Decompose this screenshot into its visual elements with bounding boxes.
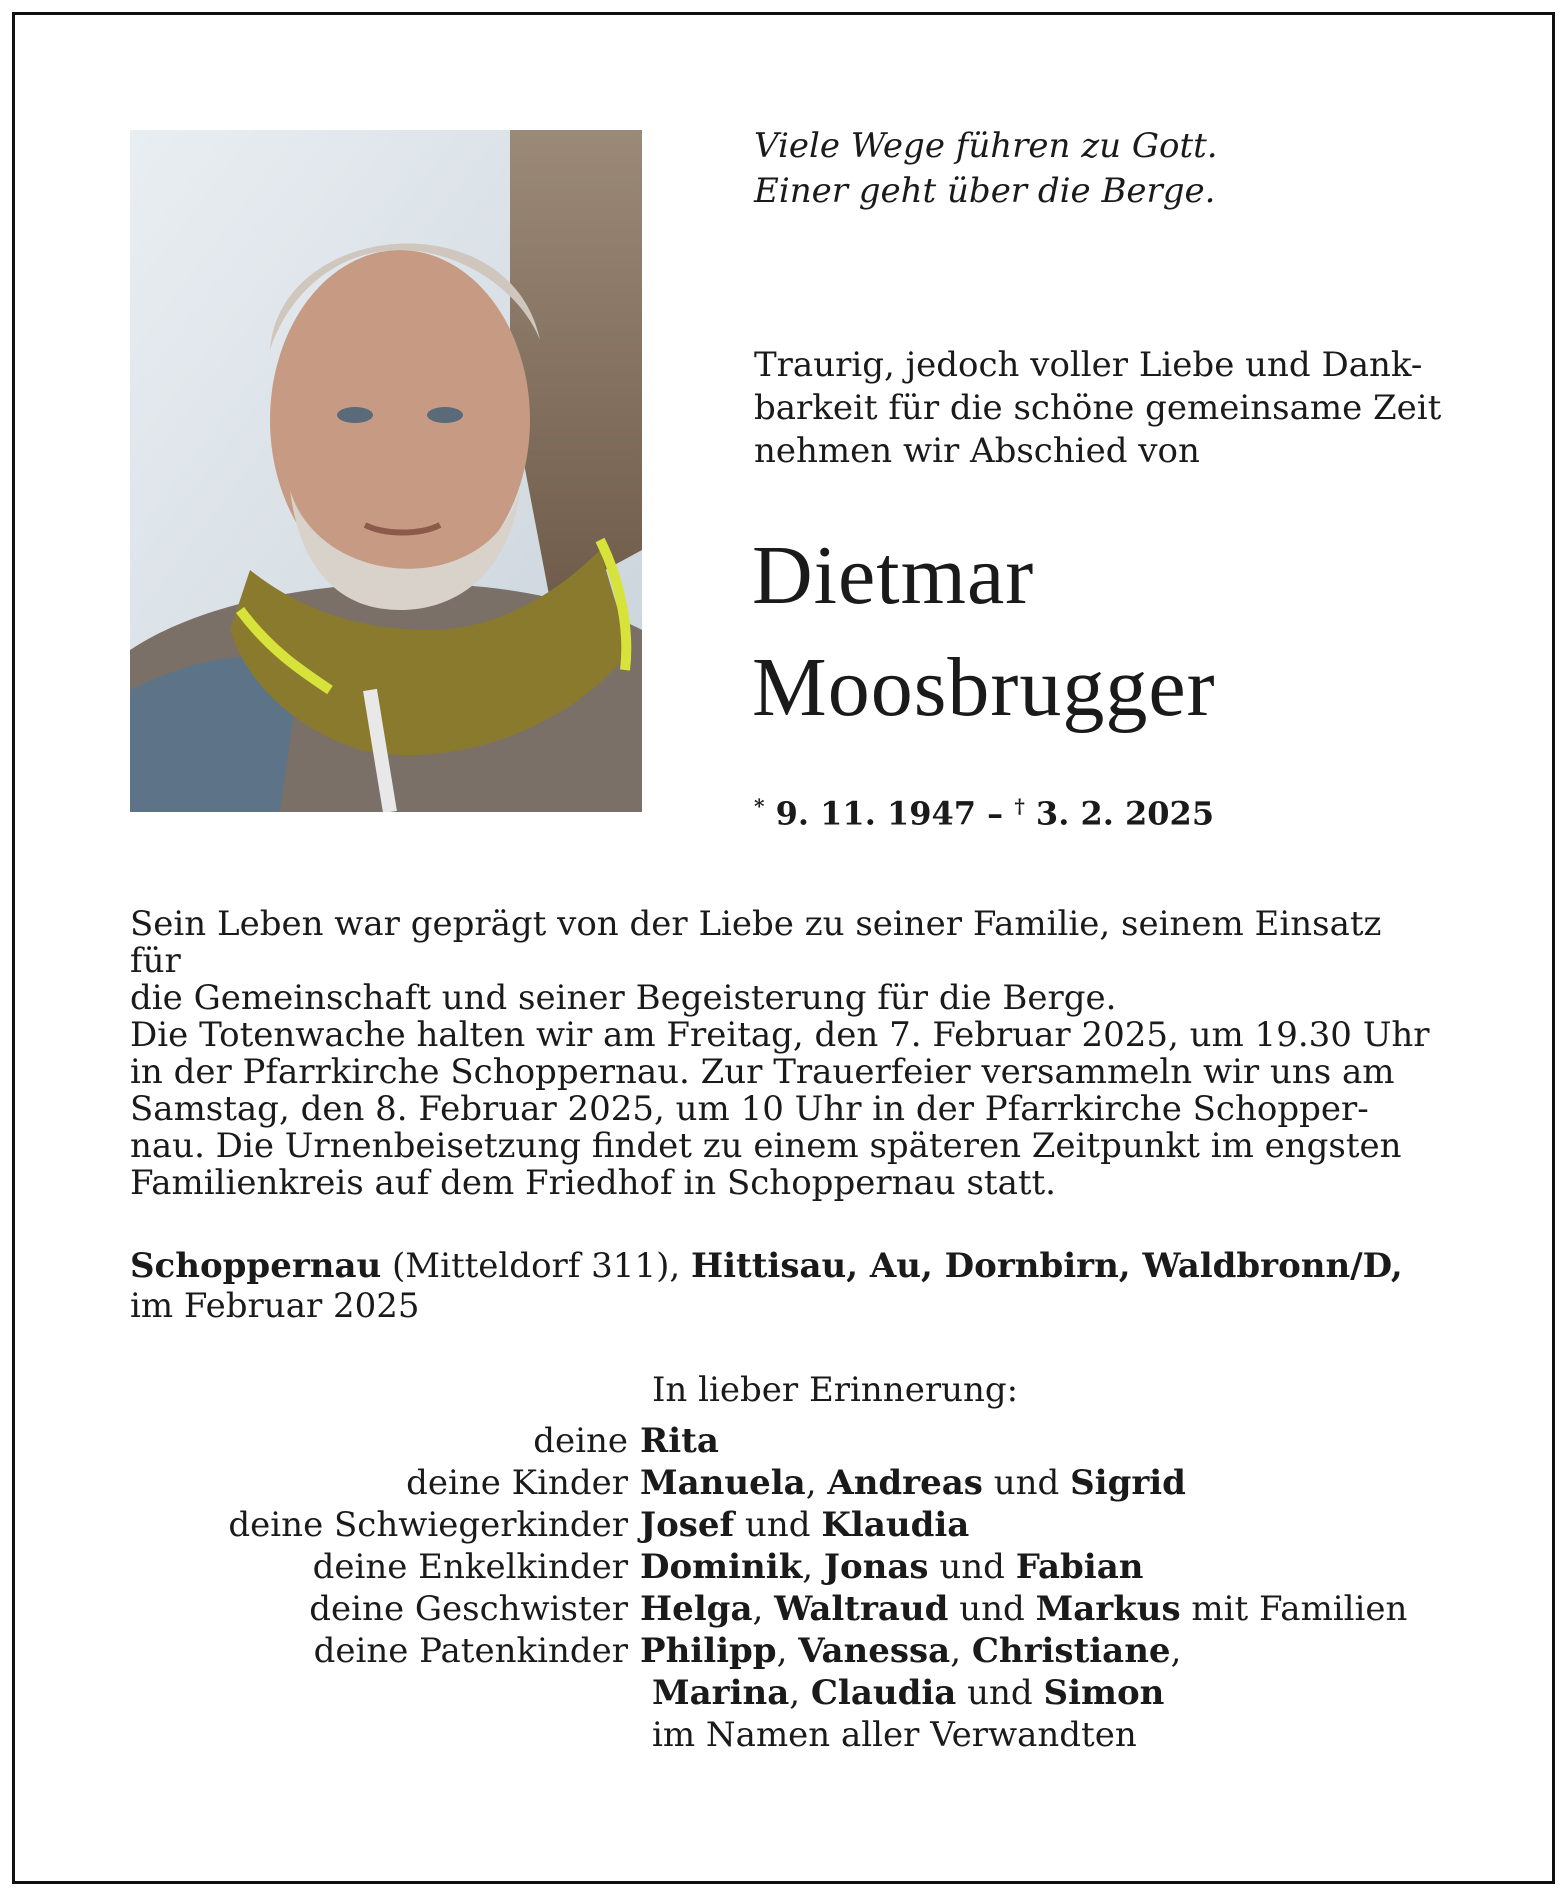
family-row: deine Patenkinder Philipp, Vanessa, Christiane,: [130, 1630, 1450, 1672]
portrait-photo: [130, 130, 642, 812]
family-name: Josef: [640, 1505, 735, 1545]
family-list: [130, 1420, 1450, 1756]
family-name: Vanessa: [798, 1631, 951, 1671]
relation-label: deine Geschwister: [309, 1589, 628, 1629]
obituary-body: [130, 906, 1438, 1202]
family-name: Jonas: [823, 1547, 929, 1587]
family-name: Helga: [640, 1589, 753, 1629]
first-name: Dietmar: [752, 529, 1035, 622]
birth-date: 9. 11. 1947: [775, 794, 977, 833]
main-place: Schoppernau: [130, 1246, 382, 1286]
family-name: Sigrid: [1070, 1463, 1186, 1503]
family-row-continued: Marina, Claudia und Simon: [652, 1673, 1165, 1713]
family-name: Philipp: [640, 1631, 777, 1671]
intro-line: barkeit für die schöne gemeinsame Zeit: [754, 388, 1442, 428]
deceased-name: [752, 520, 1492, 744]
intro-text: [754, 344, 1454, 473]
family-name: Claudia: [810, 1673, 957, 1713]
family-row: deine Schwiegerkinder Josef und Klaudia: [130, 1504, 1450, 1546]
relation-label: deine Schwiegerkinder: [228, 1505, 628, 1545]
family-name: Marina: [652, 1673, 790, 1713]
family-name: Andreas: [827, 1463, 983, 1503]
body-line: Samstag, den 8. Februar 2025, um 10 Uhr in der Pfarrkirche Schopper-: [130, 1089, 1369, 1129]
family-name: Waltraud: [774, 1589, 949, 1629]
life-dates: [754, 786, 1454, 834]
motto-line: Viele Wege führen zu Gott.: [754, 126, 1218, 166]
family-name: Manuela: [640, 1463, 806, 1503]
family-row: deine Kinder Manuela, Andreas und Sigrid: [130, 1462, 1450, 1504]
closing-line: im Namen aller Verwandten: [652, 1715, 1137, 1755]
family-name: Fabian: [1015, 1547, 1144, 1587]
family-name: Simon: [1043, 1673, 1165, 1713]
portrait-image: [130, 130, 642, 812]
memory-heading: In lieber Erinnerung:: [652, 1370, 1019, 1410]
death-date: 3. 2. 2025: [1035, 794, 1215, 833]
family-row: deine Enkelkinder Dominik, Jonas und Fabian: [130, 1546, 1450, 1588]
relation-label: deine Enkelkinder: [312, 1547, 628, 1587]
relation-label: deine Kinder: [406, 1463, 628, 1503]
intro-line: nehmen wir Abschied von: [754, 431, 1200, 471]
family-row: [130, 1420, 1450, 1462]
family-row: deine Geschwister Helga, Waltraud und Markus mit Familien: [130, 1588, 1450, 1630]
body-line: Sein Leben war geprägt von der Liebe zu seiner Familie, seinem Einsatz für: [130, 904, 1382, 981]
body-line: Familienkreis auf dem Friedhof in Schoppernau statt.: [130, 1163, 1056, 1203]
date-dash: –: [987, 794, 1004, 833]
relation-label: deine Patenkinder: [313, 1631, 628, 1671]
birth-symbol: *: [754, 794, 765, 818]
family-name: Rita: [640, 1421, 719, 1461]
date-line: im Februar 2025: [130, 1286, 420, 1326]
body-line: Die Totenwache halten wir am Freitag, den 7. Februar 2025, um 19.30 Uhr: [130, 1015, 1430, 1055]
last-name: Moosbrugger: [752, 641, 1216, 734]
family-name: Markus: [1035, 1589, 1181, 1629]
body-line: in der Pfarrkirche Schoppernau. Zur Trauerfeier versammeln wir uns am: [130, 1052, 1395, 1092]
places-block: [130, 1246, 1438, 1326]
relation-label: deine: [533, 1421, 628, 1461]
other-places: Hittisau, Au, Dornbirn, Waldbronn/D,: [690, 1246, 1403, 1286]
motto-quote: [754, 124, 1454, 214]
places-line: [130, 1246, 1438, 1286]
intro-line: Traurig, jedoch voller Liebe und Dank-: [754, 345, 1423, 385]
motto-line: Einer geht über die Berge.: [754, 171, 1216, 211]
family-name: Dominik: [640, 1547, 803, 1587]
body-line: nau. Die Urnenbeisetzung findet zu einem späteren Zeitpunkt im engsten: [130, 1126, 1402, 1166]
family-name: Christiane: [971, 1631, 1171, 1671]
death-symbol: †: [1014, 794, 1025, 818]
family-name: Klaudia: [821, 1505, 970, 1545]
body-line: die Gemeinschaft und seiner Begeisterung für die Berge.: [130, 978, 1117, 1018]
address: (Mitteldorf 311),: [381, 1246, 691, 1286]
